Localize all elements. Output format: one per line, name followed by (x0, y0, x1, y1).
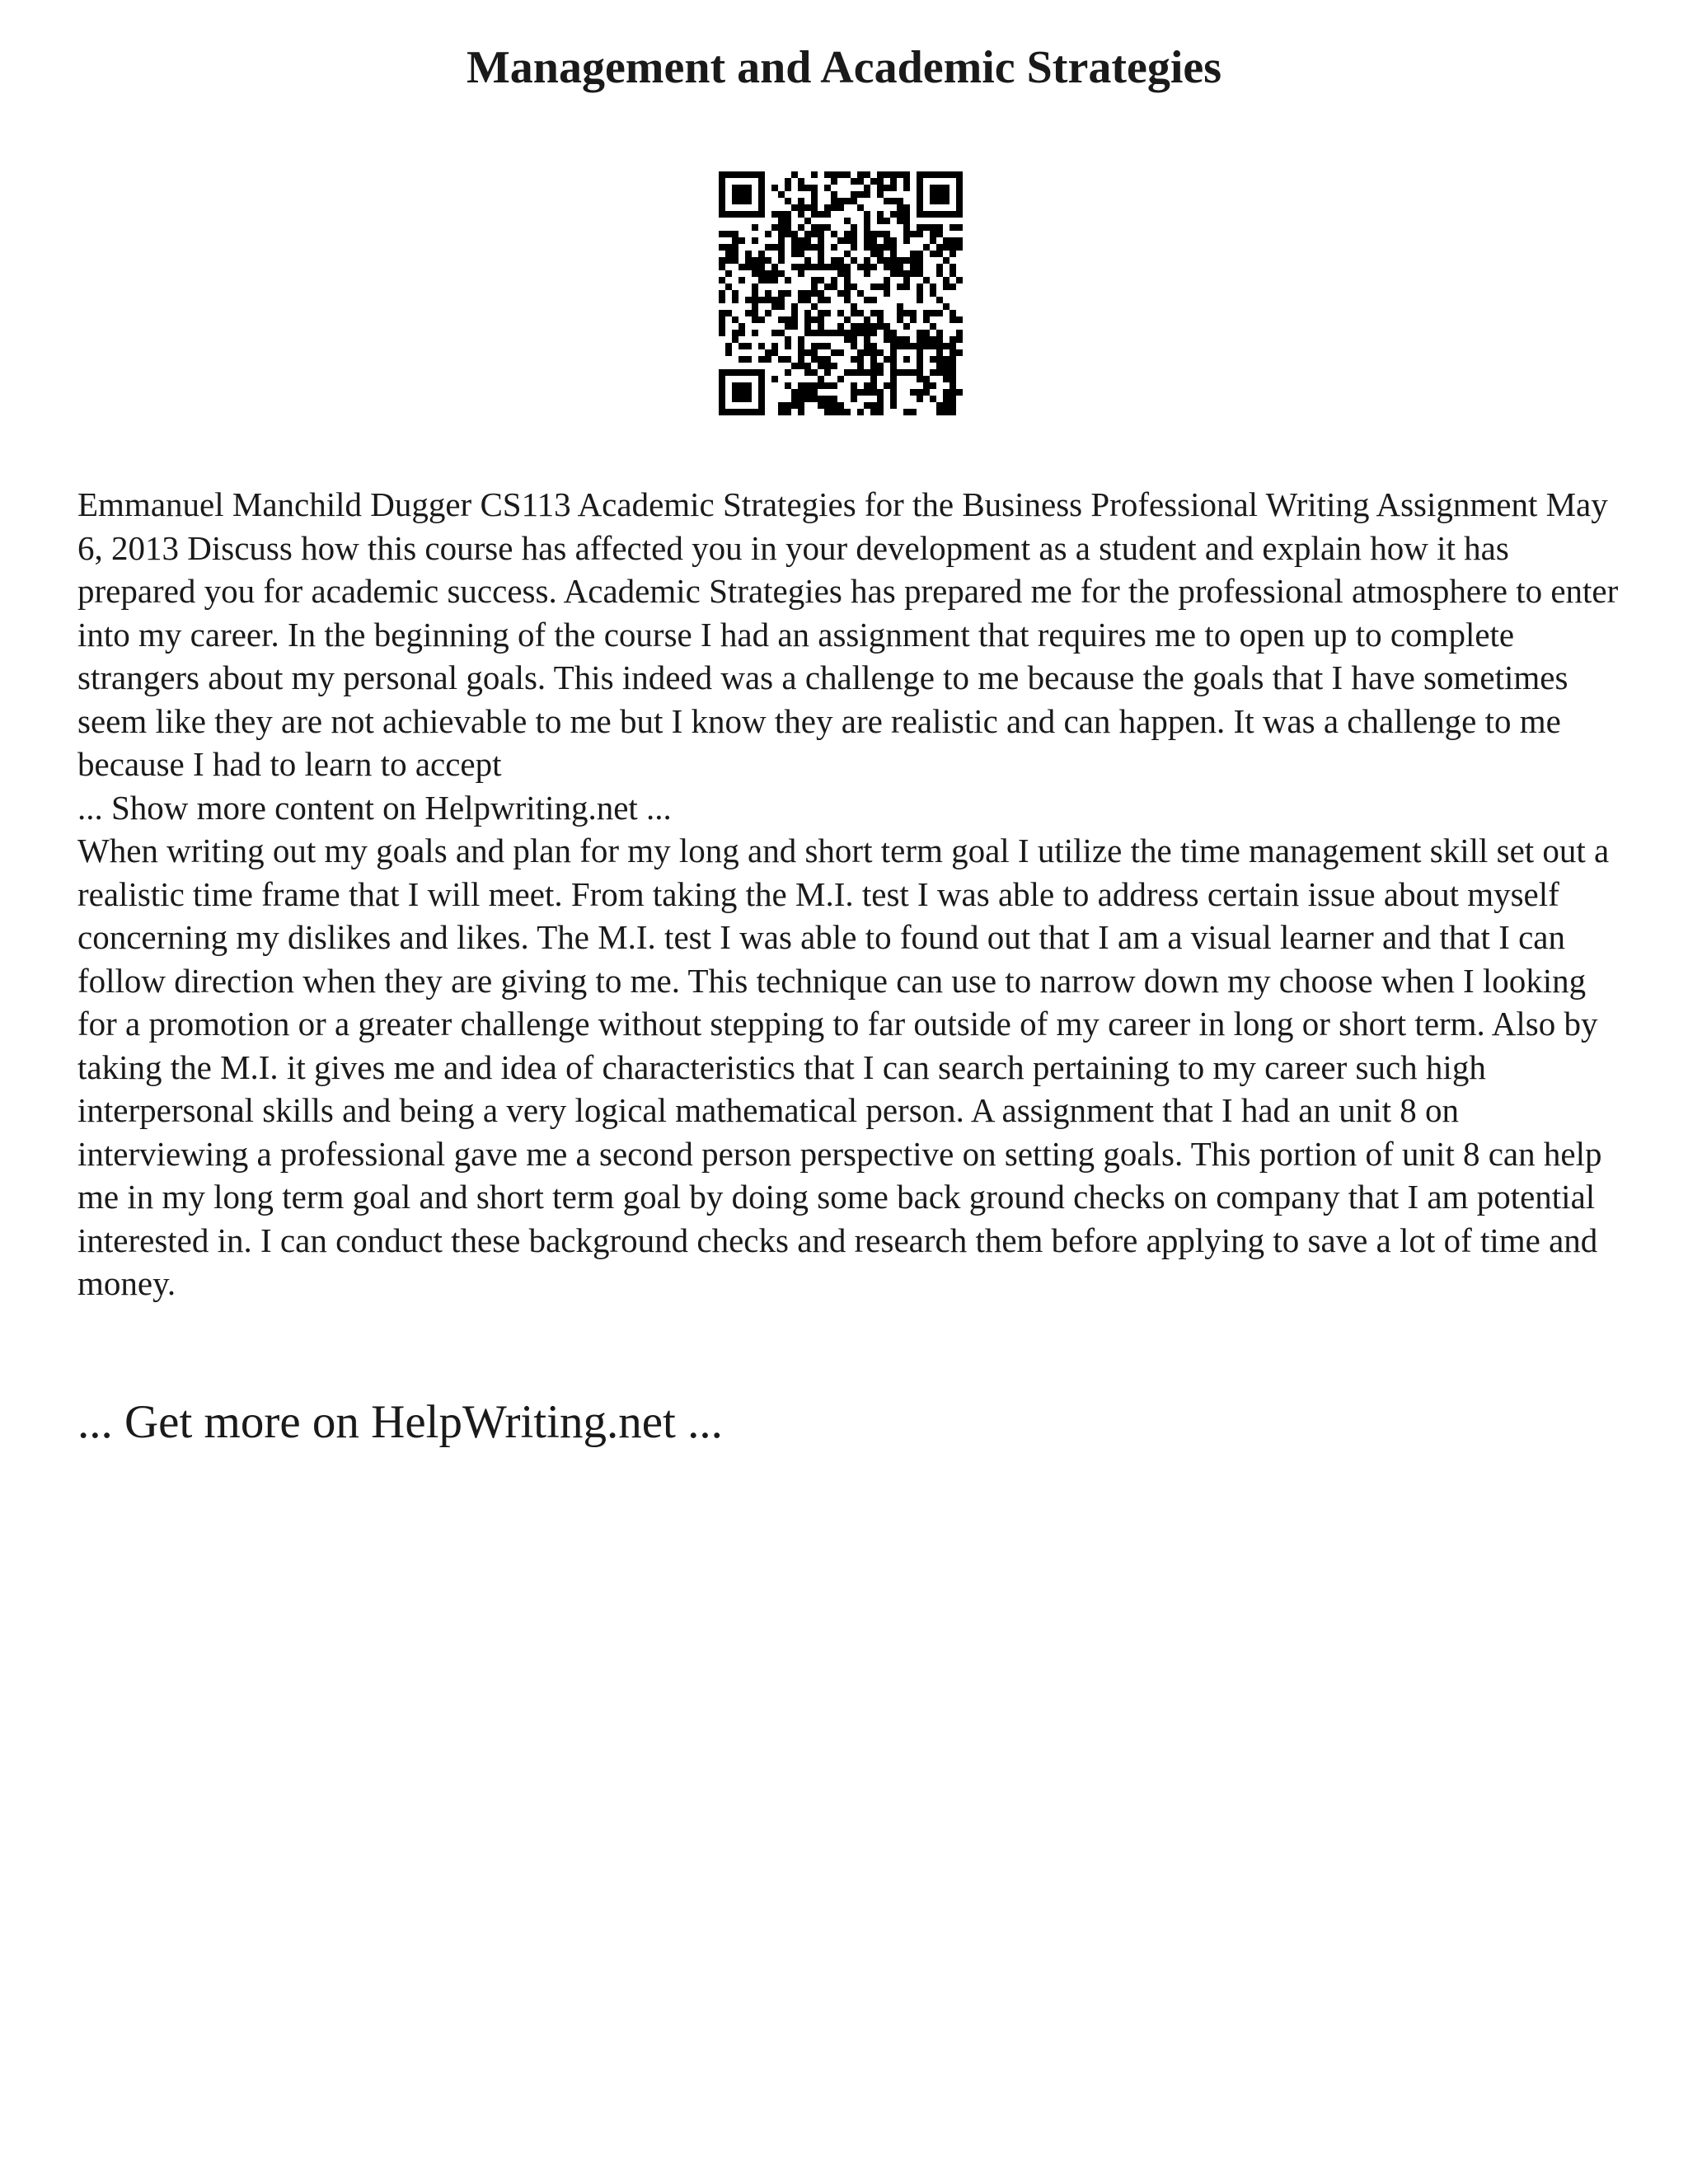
show-more-link[interactable]: ... Show more content on Helpwriting.net ... (77, 788, 672, 827)
page-title: Management and Academic Strategies (466, 42, 1222, 93)
essay-body (77, 483, 1627, 1305)
qr-code-icon[interactable] (719, 171, 963, 415)
essay-paragraph-goals: When writing out my goals and plan for my long and short term goal I utilize the time management skill set out a realistic time frame that I will meet. From taking the M.I. test I was able to address certain issue about myself concerning my dislikes and likes. The M.I. test I was able to found out that I am a visual learner and that I can follow direction when they are giving to me. This technique can use to narrow down my choose when I looking for a promotion or a greater challenge without stepping to far outside of my career in long or short term. Also by taking the M.I. it gives me and idea of characteristics that I can search pertaining to my career such high interpersonal skills and being a very logical mathematical person. A assignment that I had an unit 8 on interviewing a professional gave me a second person perspective on setting goals. This portion of unit 8 can help me in my long term goal and short term goal by doing some back ground checks on company that I am potential interested in. I can conduct these background checks and research them before applying to save a lot of time and money. (77, 832, 1610, 1302)
get-more-link[interactable]: ... Get more on HelpWriting.net ... (77, 1396, 723, 1448)
essay-paragraph-intro: Emmanuel Manchild Dugger CS113 Academic Strategies for the Business Professional Writing Assignment May 6, 2013 Discuss how this course has affected you in your development as a student and explain how it has prepared you for academic success. Academic Strategies has prepared me for the professional atmosphere to enter into my career. In the beginning of the course I had an assignment that requires me to open up to complete strangers about my personal goals. This indeed was a challenge to me because the goals that I have sometimes seem like they are not achievable to me but I know they are realistic and can happen. It was a challenge to me because I had to learn to accept (77, 485, 1619, 783)
